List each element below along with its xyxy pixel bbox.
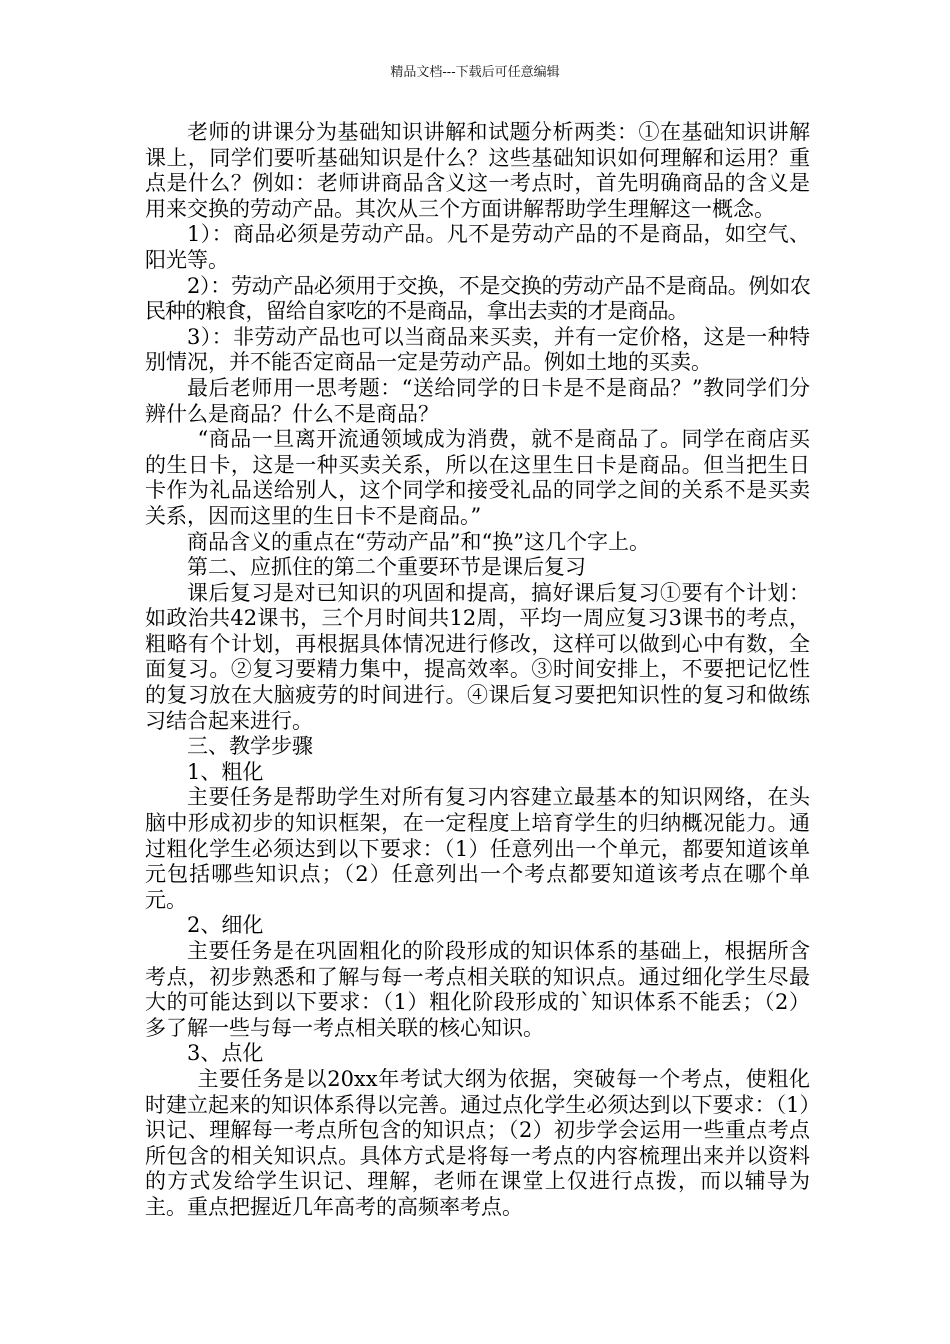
document-body <box>145 120 810 1221</box>
paragraph-point: 主要任务是以20xx年考试大纲为依据，突破每一个考点，使粗化时建立起来的知识体系得以完善。通过点化学生必须达到以下要求：（1）识记、理解每一考点所包含的知识点；（2）初步学会运用一些重点考点所包含的相关知识点。具体方式是将每一考点的内容梳理出来并以资料的方式发给学生识记、理解，老师在课堂上仅进行点拨，而以辅导为主。重点把握近几年高考的高频率考点。 <box>145 1066 810 1219</box>
paragraph-point-2: 2）：劳动产品必须用于交换，不是交换的劳动产品不是商品。例如农民种的粮食，留给自家吃的不是商品，拿出去卖的才是商品。 <box>145 273 810 324</box>
paragraph-key-point: 商品含义的重点在“劳动产品”和“换”这几个字上。 <box>187 529 650 554</box>
section-heading-teaching-steps: 三、教学步骤 <box>187 734 313 759</box>
paragraph-quote: “商品一旦离开流通领域成为消费，就不是商品了。同学在商店买的生日卡，这是一种买卖关系，所以在这里生日卡是商品。但当把生日卡作为礼品送给别人，这个同学和接受礼品的同学之间的关系不是买卖关系，因而这里的生日卡不是商品。” <box>145 427 810 528</box>
paragraph-review: 课后复习是对已知识的巩固和提高，搞好课后复习①要有个计划：如政治共42课书，三个月时间共12周，平均一周应复习3课书的考点，粗略有个计划，再根据具体情况进行修改，这样可以做到心中有数，全面复习。②复习要精力集中，提高效率。③时间安排上，不要把记忆性的复习放在大脑疲劳的时间进行。④课后复习要把知识性的复习和做练习结合起来进行。 <box>145 580 810 733</box>
paragraph-point-1: 1）：商品必须是劳动产品。凡不是劳动产品的不是商品，如空气、阳光等。 <box>145 222 810 272</box>
paragraph-point-3: 3）：非劳动产品也可以当商品来买卖，并有一定价格，这是一种特别情况，并不能否定商品一定是劳动产品。例如土地的买卖。 <box>145 324 810 375</box>
paragraph-thinking-question: 最后老师用一思考题：“送给同学的日卡是不是商品？”教同学们分辨什么是商品？什么不是商品？ <box>145 375 810 426</box>
subheading-point: 3、点化 <box>187 1041 264 1066</box>
paragraph-refine: 主要任务是在巩固粗化的阶段形成的知识体系的基础上，根据所含考点，初步熟悉和了解与每一考点相关联的知识点。通过细化学生尽最大的可能达到以下要求：（1）粗化阶段形成的`知识体系不能丢；（2）多了解一些与每一考点相关联的核心知识。 <box>145 939 810 1040</box>
paragraph-coarse: 主要任务是帮助学生对所有复习内容建立最基本的知识网络，在头脑中形成初步的知识框架，在一定程度上培育学生的归纳概况能力。通过粗化学生必须达到以下要求：（1）任意列出一个单元，都要知道该单元包括哪些知识点；（2）任意列出一个考点都要知道该考点在哪个单元。 <box>145 785 810 912</box>
page-header: 精品文档---下载后可任意编辑 <box>390 65 560 80</box>
paragraph-lecture-types: 老师的讲课分为基础知识讲解和试题分析两类：①在基础知识讲解课上，同学们要听基础知识是什么？这些基础知识如何理解和运用？重点是什么？例如：老师讲商品含义这一考点时，首先明确商品的含义是用来交换的劳动产品。其次从三个方面讲解帮助学生理解这一概念。 <box>145 120 810 221</box>
paragraph-second-step-heading: 第二、应抓住的第二个重要环节是课后复习 <box>187 555 586 580</box>
subheading-refine: 2、细化 <box>187 913 264 938</box>
subheading-coarse: 1、粗化 <box>187 759 264 784</box>
